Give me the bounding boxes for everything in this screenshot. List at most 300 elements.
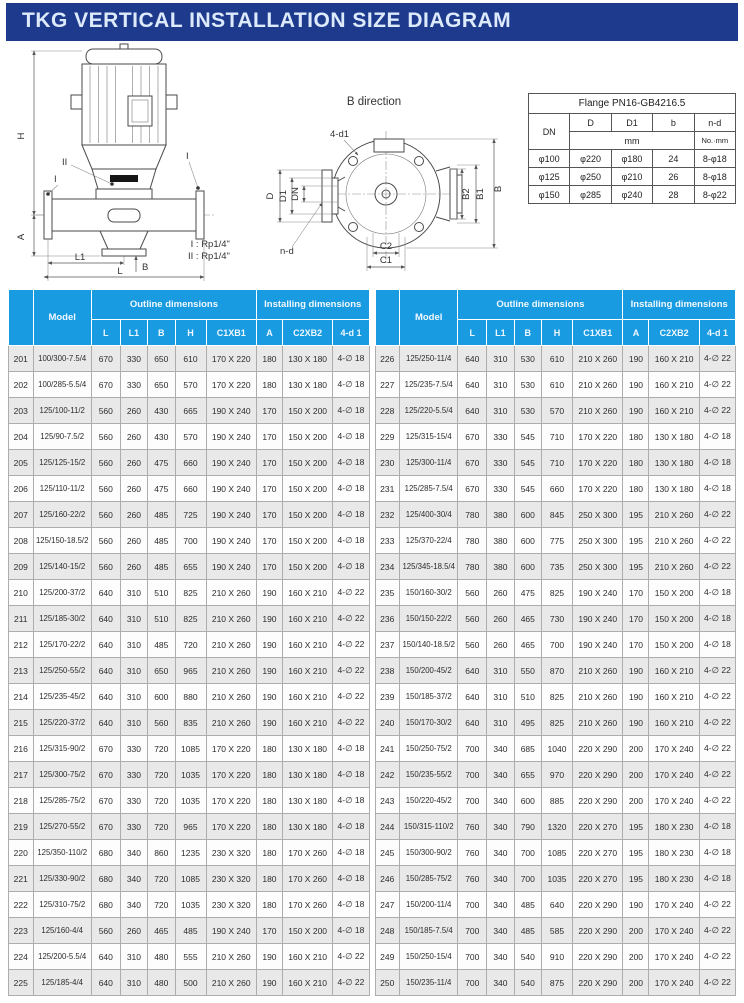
dimension-cell: 310 [120, 580, 147, 606]
dimension-cell: 160 X 210 [649, 346, 699, 372]
dimension-cell: 700 [514, 866, 541, 892]
dimension-cell: 700 [458, 788, 487, 814]
dimension-cell: 340 [487, 762, 514, 788]
group-installing-dimensions: Installing dimensions [256, 290, 369, 320]
dimension-cell: 700 [458, 944, 487, 970]
dimension-cell: 190 X 240 [206, 528, 256, 554]
dimension-cell: 310 [120, 944, 147, 970]
dimension-cell: 1085 [175, 736, 206, 762]
dimension-cell: 195 [623, 502, 649, 528]
row-number-cell: 220 [9, 840, 34, 866]
row-number-cell: 202 [9, 372, 34, 398]
dimension-cell: 190 X 240 [573, 632, 623, 658]
dimension-cell: 610 [542, 346, 573, 372]
dimension-cell: 170 [256, 476, 282, 502]
dimension-cell: 380 [487, 554, 514, 580]
dimension-cell: 180 [623, 424, 649, 450]
flange-unit-mm: mm [570, 132, 694, 150]
dimension-cell: 485 [514, 918, 541, 944]
col-b: B [148, 320, 175, 346]
model-cell: 125/315-90/2 [33, 736, 91, 762]
dimension-cell: 430 [148, 424, 175, 450]
dimension-cell: φ240 [611, 186, 652, 204]
dimension-cell: 210 X 260 [206, 684, 256, 710]
dimension-cell: 4-∅ 18 [333, 736, 369, 762]
model-cell: 125/150-18.5/2 [33, 528, 91, 554]
dimension-cell: 130 X 180 [282, 788, 332, 814]
row-number-cell: 201 [9, 346, 34, 372]
dimension-cell: 560 [91, 554, 120, 580]
dimension-cell: 640 [458, 346, 487, 372]
dimension-cell: 560 [458, 606, 487, 632]
dimension-cell: 260 [487, 606, 514, 632]
dimension-cell: 640 [91, 606, 120, 632]
dimension-cell: 310 [487, 684, 514, 710]
dimension-cell: 130 X 180 [282, 814, 332, 840]
dimension-cell: 545 [514, 450, 541, 476]
col-l: L [91, 320, 120, 346]
dimension-cell: 965 [175, 814, 206, 840]
dimension-cell: 910 [542, 944, 573, 970]
dimension-cell: 4-∅ 18 [699, 606, 735, 632]
col-a: A [623, 320, 649, 346]
dim-label-c2: C2 [379, 241, 393, 252]
table-row [9, 346, 370, 372]
dimension-cell: 160 X 210 [282, 944, 332, 970]
dimension-cell: 4-∅ 22 [699, 554, 735, 580]
table-row [9, 398, 370, 424]
dimension-cell: 485 [148, 528, 175, 554]
dimension-cell: 570 [175, 372, 206, 398]
dimension-cell: 560 [148, 710, 175, 736]
col-number-header [9, 290, 34, 346]
dimension-cell: 720 [148, 892, 175, 918]
dimension-cell: 4-∅ 22 [699, 892, 735, 918]
dimension-cell: 710 [542, 450, 573, 476]
dimension-cell: 170 X 260 [282, 840, 332, 866]
dimension-cell: 190 [623, 710, 649, 736]
dimension-cell: 720 [148, 736, 175, 762]
table-row [9, 450, 370, 476]
dimension-cell: 170 X 240 [649, 788, 699, 814]
model-cell: 150/235-55/2 [400, 762, 458, 788]
dimension-cell: 170 X 220 [206, 788, 256, 814]
dimension-cell: 570 [175, 424, 206, 450]
dimension-cell: 4-∅ 22 [699, 684, 735, 710]
dimension-cell: 150 X 200 [282, 424, 332, 450]
model-cell: 150/150-22/2 [400, 606, 458, 632]
dimension-cell: 550 [514, 658, 541, 684]
dimension-cell: 340 [120, 866, 147, 892]
dimension-cell: 1085 [542, 840, 573, 866]
dimension-cell: 160 X 210 [649, 398, 699, 424]
dimension-cell: 670 [91, 762, 120, 788]
dimension-cell: 4-∅ 22 [333, 684, 369, 710]
model-cell: 125/235-7.5/4 [400, 372, 458, 398]
dim-label-l: L [117, 266, 123, 277]
dimension-cell: 540 [514, 970, 541, 996]
dimension-cell: 8-φ18 [694, 168, 735, 186]
dimension-cell: 170 X 220 [206, 372, 256, 398]
dimension-cell: 220 X 290 [573, 736, 623, 762]
page-title: TKG VERTICAL INSTALLATION SIZE DIAGRAM [6, 3, 738, 41]
dimension-cell: 825 [542, 684, 573, 710]
table-row [9, 762, 370, 788]
dimension-cell: 640 [91, 684, 120, 710]
group-outline-dimensions: Outline dimensions [458, 290, 623, 320]
table-row [529, 186, 736, 204]
dimension-cell: 260 [120, 918, 147, 944]
dimension-cell: 190 [256, 684, 282, 710]
dimension-cell: 545 [514, 476, 541, 502]
row-number-cell: 211 [9, 606, 34, 632]
model-cell: 125/220-37/2 [33, 710, 91, 736]
port-label-i-right: I [186, 151, 189, 162]
model-cell: 125/315-15/4 [400, 424, 458, 450]
dimension-cell: 210 X 260 [206, 970, 256, 996]
model-cell: 125/200-37/2 [33, 580, 91, 606]
row-number-cell: 228 [375, 398, 400, 424]
dimension-cell: 310 [120, 658, 147, 684]
dimension-cell: 160 X 210 [282, 606, 332, 632]
row-number-cell: 217 [9, 762, 34, 788]
row-number-cell: 229 [375, 424, 400, 450]
dimension-cell: 640 [458, 684, 487, 710]
dimension-cell: 180 X 230 [649, 866, 699, 892]
dimension-cell: 1035 [175, 892, 206, 918]
table-row [375, 736, 736, 762]
table-row [375, 814, 736, 840]
dimension-cell: 190 X 240 [206, 424, 256, 450]
dimension-cell: 210 X 260 [206, 606, 256, 632]
dimension-cell: 485 [514, 892, 541, 918]
model-cell: 150/250-75/2 [400, 736, 458, 762]
dimension-cell: 670 [458, 450, 487, 476]
dimension-cell: 170 [256, 528, 282, 554]
dimension-cell: 510 [148, 580, 175, 606]
dimension-cell: 670 [91, 372, 120, 398]
dimension-cell: 220 X 270 [573, 866, 623, 892]
dimension-cell: 600 [514, 788, 541, 814]
model-cell: 125/350-110/2 [33, 840, 91, 866]
dimension-cell: 735 [542, 554, 573, 580]
table-row [375, 372, 736, 398]
dimension-cell: 210 X 260 [206, 632, 256, 658]
table-row [375, 684, 736, 710]
model-cell: 125/170-22/2 [33, 632, 91, 658]
dimension-cell: 720 [175, 632, 206, 658]
dimension-cell: 560 [91, 502, 120, 528]
bolt-label-4d1: 4-d1 [330, 129, 350, 140]
model-cell: 125/235-45/2 [33, 684, 91, 710]
dimension-cell: 160 X 210 [649, 684, 699, 710]
col-number-header [375, 290, 400, 346]
dimension-cell: 530 [514, 372, 541, 398]
dimension-cell: 4-∅ 18 [699, 814, 735, 840]
dimension-cell: 600 [514, 554, 541, 580]
dimension-cell: 210 X 260 [206, 580, 256, 606]
row-number-cell: 236 [375, 606, 400, 632]
row-number-cell: 223 [9, 918, 34, 944]
dimension-cell: 8-φ18 [694, 150, 735, 168]
dimension-cell: 150 X 200 [282, 502, 332, 528]
row-number-cell: 242 [375, 762, 400, 788]
dimension-cell: 180 [256, 762, 282, 788]
col-c1xb1: C1XB1 [573, 320, 623, 346]
dimension-cell: 160 X 210 [649, 372, 699, 398]
dimension-cell: 845 [542, 502, 573, 528]
table-row [9, 372, 370, 398]
col-c2xb2: C2XB2 [649, 320, 699, 346]
dimension-cell: 4-∅ 22 [699, 762, 735, 788]
dimension-cell: 720 [148, 788, 175, 814]
dimension-cell: 180 [256, 840, 282, 866]
dimension-cell: 230 X 320 [206, 840, 256, 866]
dimension-cell: φ180 [611, 150, 652, 168]
dimension-cell: 260 [120, 554, 147, 580]
model-cell: 125/400-30/4 [400, 502, 458, 528]
dimension-cell: 380 [487, 502, 514, 528]
model-cell: 150/185-7.5/4 [400, 918, 458, 944]
dimension-cell: 310 [120, 684, 147, 710]
dimension-cell: 4-∅ 18 [699, 580, 735, 606]
row-number-cell: 215 [9, 710, 34, 736]
dimension-cell: 210 X 260 [206, 944, 256, 970]
dimension-cell: 650 [148, 372, 175, 398]
dimension-cell: 665 [175, 398, 206, 424]
dimension-cell: 170 X 260 [282, 866, 332, 892]
dimension-cell: 210 X 260 [573, 372, 623, 398]
dimension-cell: 640 [458, 658, 487, 684]
model-cell: 150/140-18.5/2 [400, 632, 458, 658]
table-row [9, 918, 370, 944]
row-number-cell: 230 [375, 450, 400, 476]
table-row [375, 788, 736, 814]
dimension-cell: φ210 [611, 168, 652, 186]
model-cell: 150/235-11/4 [400, 970, 458, 996]
dimension-cell: 560 [458, 632, 487, 658]
dimension-cell: 670 [91, 736, 120, 762]
dimension-cell: 835 [175, 710, 206, 736]
size-table-right [375, 289, 737, 996]
flange-col-dn: DN [529, 114, 570, 150]
dimension-cell: 220 X 270 [573, 814, 623, 840]
table-row [9, 814, 370, 840]
table-row [9, 632, 370, 658]
dimension-cell: 340 [487, 892, 514, 918]
dimension-cell: 220 X 290 [573, 762, 623, 788]
dimension-cell: 4-∅ 22 [699, 736, 735, 762]
dimension-cell: 555 [175, 944, 206, 970]
flange-col-nd: n-d [694, 114, 735, 132]
model-cell: 150/160-30/2 [400, 580, 458, 606]
model-cell: 125/110-11/2 [33, 476, 91, 502]
dimension-cell: 495 [514, 710, 541, 736]
dimension-cell: 875 [542, 970, 573, 996]
model-cell: 125/250-11/4 [400, 346, 458, 372]
dimension-cell: 170 X 240 [649, 970, 699, 996]
table-row [375, 450, 736, 476]
table-row [9, 476, 370, 502]
dimension-cell: 190 [256, 970, 282, 996]
model-cell: 125/220-5.5/4 [400, 398, 458, 424]
col-a: A [256, 320, 282, 346]
row-number-cell: φ150 [529, 186, 570, 204]
dimension-cell: 190 [256, 710, 282, 736]
row-number-cell: 235 [375, 580, 400, 606]
dimension-cell: 200 [623, 736, 649, 762]
dimension-cell: 600 [514, 528, 541, 554]
dimension-cell: 600 [514, 502, 541, 528]
col-c2xb2: C2XB2 [282, 320, 332, 346]
dimension-cell: 4-∅ 22 [333, 632, 369, 658]
dimension-cell: 330 [487, 424, 514, 450]
dimension-cell: 160 X 210 [282, 710, 332, 736]
table-row [375, 632, 736, 658]
dimension-cell: 560 [91, 450, 120, 476]
dimension-cell: 230 X 320 [206, 892, 256, 918]
dimension-cell: 190 [623, 346, 649, 372]
dimension-cell: 190 X 240 [206, 476, 256, 502]
row-number-cell: 204 [9, 424, 34, 450]
size-table-left [8, 289, 370, 996]
row-number-cell: 219 [9, 814, 34, 840]
dimension-cell: 510 [514, 684, 541, 710]
model-cell: 125/270-55/2 [33, 814, 91, 840]
dimension-cell: 340 [487, 866, 514, 892]
dimension-cell: 430 [148, 398, 175, 424]
dimension-cell: 465 [514, 606, 541, 632]
dimension-cell: 310 [487, 346, 514, 372]
dimension-cell: 4-∅ 18 [699, 632, 735, 658]
dimension-cell: 250 X 300 [573, 528, 623, 554]
dimension-cell: 760 [458, 866, 487, 892]
dimension-cell: 480 [148, 944, 175, 970]
dimension-cell: 220 X 290 [573, 944, 623, 970]
dimension-cell: 780 [458, 554, 487, 580]
dimension-cell: 340 [487, 918, 514, 944]
dimension-cell: 1320 [542, 814, 573, 840]
table-row [9, 866, 370, 892]
table-row [375, 840, 736, 866]
table-row [375, 424, 736, 450]
dimension-cell: 485 [148, 502, 175, 528]
dimension-cell: 310 [487, 398, 514, 424]
dimension-cell: 170 X 240 [649, 918, 699, 944]
dimension-cell: 340 [487, 814, 514, 840]
model-cell: 125/185-4/4 [33, 970, 91, 996]
model-cell: 125/285-7.5/4 [400, 476, 458, 502]
table-row [9, 658, 370, 684]
dimension-cell: 670 [458, 424, 487, 450]
flange-col-d1: D1 [611, 114, 652, 132]
dimension-cell: 260 [120, 502, 147, 528]
table-row [375, 892, 736, 918]
dimension-cell: 340 [487, 736, 514, 762]
dimension-cell: 150 X 200 [649, 580, 699, 606]
dimension-cell: 720 [148, 762, 175, 788]
dimension-cell: 130 X 180 [282, 762, 332, 788]
dimension-cell: 210 X 260 [573, 684, 623, 710]
dimension-cell: 700 [514, 840, 541, 866]
dimension-cell: 195 [623, 528, 649, 554]
model-cell: 150/170-30/2 [400, 710, 458, 736]
row-number-cell: 237 [375, 632, 400, 658]
dimension-cell: 650 [148, 346, 175, 372]
row-number-cell: 205 [9, 450, 34, 476]
dimension-cell: 220 X 290 [573, 892, 623, 918]
dimension-cell: 485 [148, 554, 175, 580]
dimension-cell: 190 [623, 372, 649, 398]
model-cell: 150/300-90/2 [400, 840, 458, 866]
table-row [375, 970, 736, 996]
dimension-cell: 500 [175, 970, 206, 996]
dim-label-d: D [265, 192, 276, 200]
dim-label-a: A [16, 233, 27, 241]
dimension-cell: 150 X 200 [282, 476, 332, 502]
dimension-cell: 170 [623, 606, 649, 632]
dimension-cell: 210 X 260 [649, 528, 699, 554]
dimension-cell: 4-∅ 22 [333, 944, 369, 970]
table-row [9, 580, 370, 606]
dimension-cell: 170 X 240 [649, 736, 699, 762]
model-cell: 150/250-15/4 [400, 944, 458, 970]
dimension-cell: 260 [120, 424, 147, 450]
dimension-cell: 560 [91, 528, 120, 554]
dimension-cell: 160 X 210 [649, 710, 699, 736]
row-number-cell: 227 [375, 372, 400, 398]
dimension-cell: 4-∅ 22 [333, 970, 369, 996]
dimension-cell: 170 X 220 [573, 450, 623, 476]
dimension-cell: 670 [91, 814, 120, 840]
dimension-cell: 640 [91, 944, 120, 970]
dimension-cell: 4-∅ 18 [333, 918, 369, 944]
dimension-cell: 4-∅ 18 [333, 866, 369, 892]
row-number-cell: 243 [375, 788, 400, 814]
dimension-cell: 26 [653, 168, 694, 186]
dimension-cell: 570 [542, 398, 573, 424]
dimension-cell: 340 [120, 892, 147, 918]
dimension-cell: 230 X 320 [206, 866, 256, 892]
dimension-cell: 4-∅ 22 [699, 528, 735, 554]
dimension-cell: 170 X 240 [649, 944, 699, 970]
model-cell: 125/100-11/2 [33, 398, 91, 424]
dimension-cell: 680 [91, 892, 120, 918]
model-cell: 125/160-4/4 [33, 918, 91, 944]
dimension-cell: 4-∅ 22 [333, 580, 369, 606]
dimension-cell: 180 [623, 476, 649, 502]
dimension-cell: 130 X 180 [649, 424, 699, 450]
dimension-cell: 510 [148, 606, 175, 632]
dimension-cell: 4-∅ 18 [699, 424, 735, 450]
row-number-cell: 244 [375, 814, 400, 840]
model-cell: 125/370-22/4 [400, 528, 458, 554]
dimension-cell: 330 [487, 476, 514, 502]
dimension-cell: 465 [514, 632, 541, 658]
table-row [9, 788, 370, 814]
dimension-cell: 195 [623, 814, 649, 840]
dimension-cell: 170 X 260 [282, 892, 332, 918]
dimension-cell: 600 [148, 684, 175, 710]
dimension-cell: 130 X 180 [282, 736, 332, 762]
row-number-cell: 247 [375, 892, 400, 918]
dimension-cell: 160 X 210 [282, 658, 332, 684]
dimension-cell: 4-∅ 22 [699, 658, 735, 684]
dimension-cell: 190 X 240 [206, 502, 256, 528]
dimension-cell: 160 X 210 [282, 970, 332, 996]
dim-label-dn: DN [290, 187, 301, 201]
table-row [9, 710, 370, 736]
